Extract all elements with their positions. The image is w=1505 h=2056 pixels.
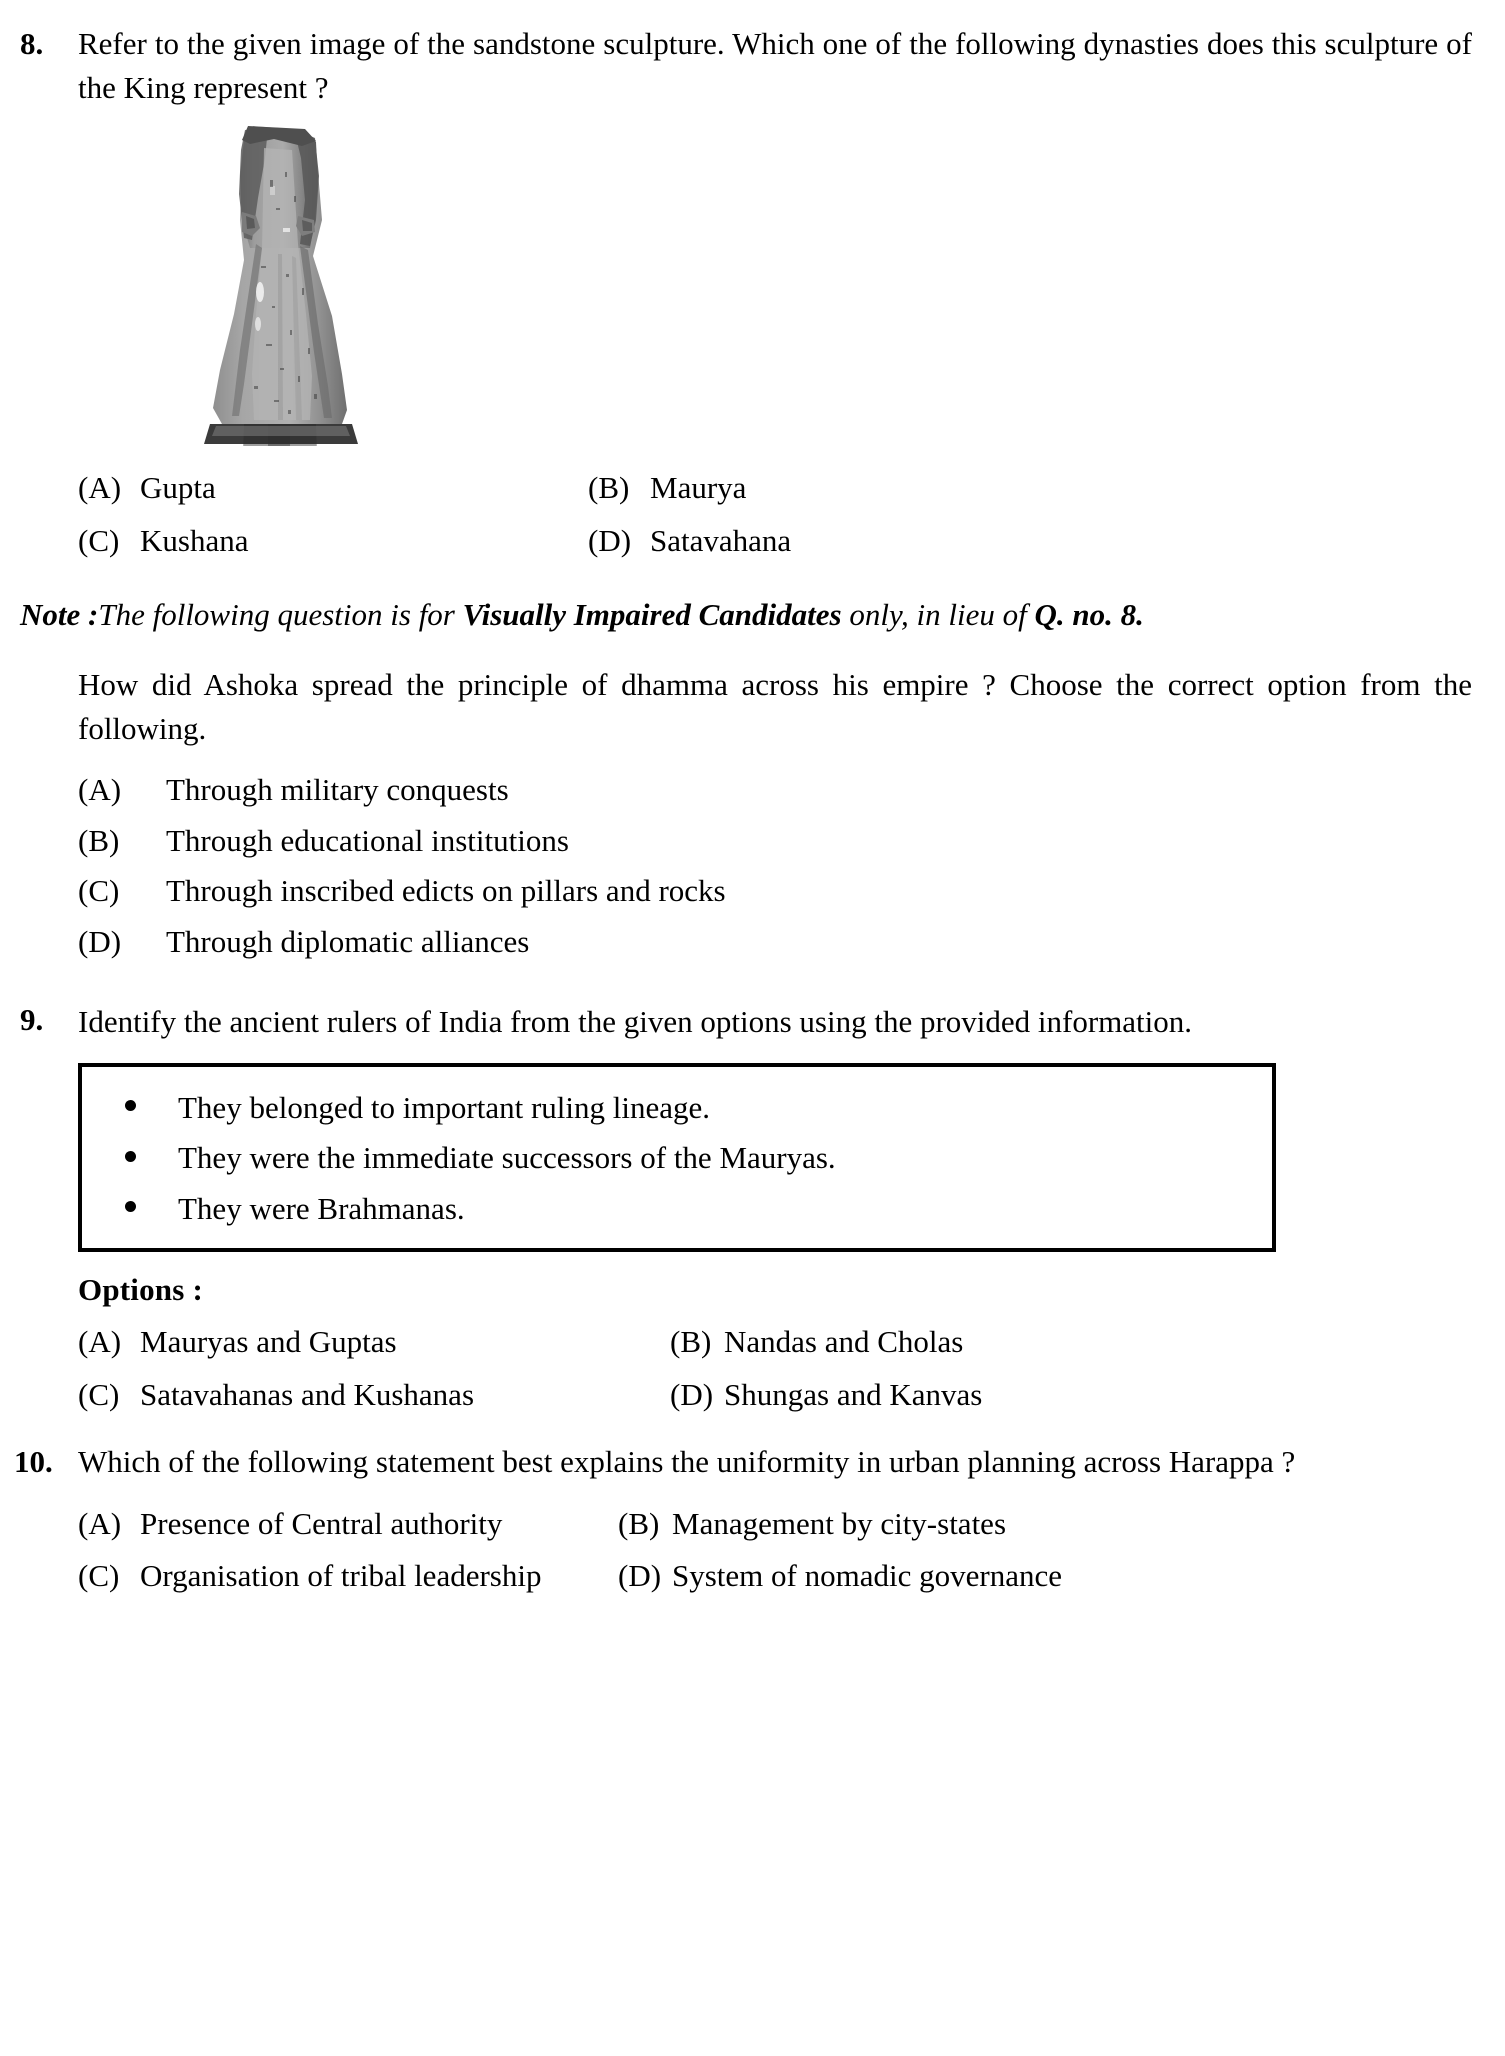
note-emphasis-2: Q. no. 8. xyxy=(1034,597,1144,633)
q9-option-b[interactable] xyxy=(670,1316,1472,1369)
q9-option-c[interactable] xyxy=(78,1369,670,1422)
option-d[interactable] xyxy=(588,515,1472,568)
vi-option-b-label: Through educational institutions xyxy=(166,822,569,858)
info-bullet-2 xyxy=(82,1133,1272,1184)
q9-option-d[interactable] xyxy=(670,1369,1472,1422)
q9-option-a-label: Mauryas and Guptas xyxy=(140,1324,397,1360)
option-a-label: Gupta xyxy=(140,470,216,506)
question-10-options xyxy=(78,1498,1472,1603)
question-9-text: Identify the ancient rulers of India from the given options using the provided information. xyxy=(78,1003,1193,1039)
visually-impaired-note xyxy=(0,593,1505,637)
q9-option-c-key: (C) xyxy=(78,1376,120,1412)
q9-option-a-key: (A) xyxy=(78,1324,122,1360)
q10-option-b-key: (B) xyxy=(618,1505,660,1541)
option-a[interactable] xyxy=(78,462,588,515)
option-d-key: (D) xyxy=(588,522,632,558)
q10-option-d-label: System of nomadic governance xyxy=(672,1558,1062,1594)
note-emphasis: Visually Impaired Candidates xyxy=(462,597,842,633)
option-c-label: Kushana xyxy=(140,522,249,558)
bullet-icon xyxy=(82,1198,178,1224)
vi-option-b[interactable] xyxy=(78,816,1472,867)
vi-option-b-key: (B) xyxy=(78,822,120,858)
vi-option-c-label: Through inscribed edicts on pillars and rocks xyxy=(166,873,726,909)
option-b[interactable] xyxy=(588,462,1472,515)
question-10-text: Which of the following statement best explains the uniformity in urban planning across Harappa ? xyxy=(78,1443,1296,1479)
vi-option-d-label: Through diplomatic alliances xyxy=(166,924,530,959)
q10-option-d-key: (D) xyxy=(618,1558,662,1594)
option-b-key: (B) xyxy=(588,470,630,506)
question-9 xyxy=(0,998,1505,1422)
question-9-number: 9. xyxy=(20,1001,44,1037)
vi-option-c-key: (C) xyxy=(78,873,120,909)
vi-option-a[interactable] xyxy=(78,765,1472,816)
bullet-icon xyxy=(82,1147,178,1173)
info-bullet-3 xyxy=(82,1184,1272,1235)
option-b-label: Maurya xyxy=(650,470,747,506)
q10-option-d[interactable] xyxy=(618,1550,1472,1603)
option-c-key: (C) xyxy=(78,522,120,558)
note-body xyxy=(98,593,1505,637)
question-8 xyxy=(0,22,1505,567)
info-bullet-1-text: They belonged to important ruling lineage. xyxy=(178,1089,711,1125)
q10-option-c-key: (C) xyxy=(78,1558,120,1594)
bullet-icon xyxy=(82,1097,178,1123)
option-a-key: (A) xyxy=(78,470,122,506)
question-9-options-heading: Options : xyxy=(78,1272,203,1308)
info-bullet-2-text: They were the immediate successors of the Mauryas. xyxy=(178,1140,836,1176)
option-d-label: Satavahana xyxy=(650,522,792,558)
exam-paper-page xyxy=(0,22,1505,2056)
question-8-options xyxy=(78,462,1472,567)
note-part1: The following question is for xyxy=(98,597,463,633)
q10-option-a-label: Presence of Central authority xyxy=(140,1505,503,1541)
vi-option-a-key: (A) xyxy=(78,772,122,808)
vi-option-c[interactable] xyxy=(78,866,1472,917)
q10-option-b-label: Management by city-states xyxy=(672,1505,1007,1541)
info-bullet-3-text: They were Brahmanas. xyxy=(178,1190,465,1226)
note-part2: only, in lieu of xyxy=(841,597,1035,633)
q10-option-c[interactable] xyxy=(78,1550,618,1603)
vi-option-d-key: (D) xyxy=(78,924,122,959)
sandstone-sculpture-image xyxy=(182,124,372,446)
q10-option-a[interactable] xyxy=(78,1498,618,1551)
question-8-text: Refer to the given image of the sandstone sculpture. Which one of the following dynasties does this sculpture of the King represent ? xyxy=(78,26,1472,106)
info-bullet-1 xyxy=(82,1083,1272,1134)
vi-option-d[interactable] xyxy=(78,917,1472,968)
q10-option-b[interactable] xyxy=(618,1498,1472,1551)
question-8-number: 8. xyxy=(20,26,44,61)
q9-option-d-key: (D) xyxy=(670,1376,714,1412)
question-9-options xyxy=(78,1316,1472,1421)
question-9-info-box xyxy=(78,1063,1276,1253)
q9-option-d-label: Shungas and Kanvas xyxy=(724,1376,983,1412)
q9-option-b-label: Nandas and Cholas xyxy=(724,1324,964,1360)
q9-option-a[interactable] xyxy=(78,1316,670,1369)
q9-option-c-label: Satavahanas and Kushanas xyxy=(140,1376,475,1412)
question-10 xyxy=(0,1440,1505,1603)
question-10-number: 10. xyxy=(14,1443,53,1479)
option-c[interactable] xyxy=(78,515,588,568)
question-8-figure xyxy=(78,124,1472,446)
q10-option-c-label: Organisation of tribal leadership xyxy=(140,1558,542,1594)
visually-impaired-question xyxy=(0,663,1505,967)
vi-option-a-label: Through military conquests xyxy=(166,772,509,808)
vi-question-text: How did Ashoka spread the principle of dhamma across his empire ? Choose the correct option from the following. xyxy=(78,667,1472,747)
sculpture-base-highlight xyxy=(212,426,350,436)
q9-option-b-key: (B) xyxy=(670,1324,712,1360)
note-keyword: Note : xyxy=(20,597,99,633)
q10-option-a-key: (A) xyxy=(78,1505,122,1541)
vi-question-options xyxy=(78,765,1472,967)
